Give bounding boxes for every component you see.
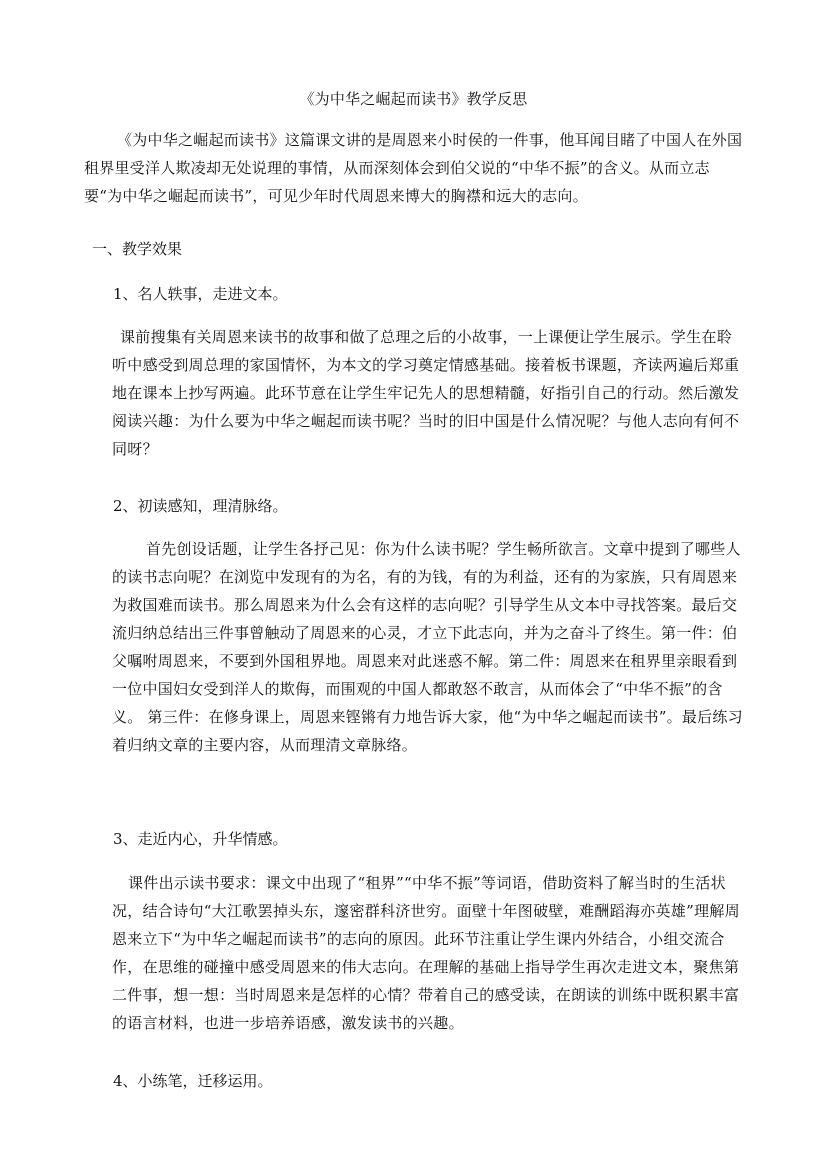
section-heading: 一、教学效果: [92, 240, 183, 258]
intro-paragraph: 《为中华之崛起而读书》这篇课文讲的是周恩来小时侯的一件事，他耳闻目睹了中国人在外国租界里受洋人欺凌却无处说理的事情，从而深刻体会到伯父说的“中华不振”的含义。从而立志要“为中华之崛起而读书”，可见少年时代周恩来博大的胸襟和远大的志向。: [84, 131, 743, 205]
item-heading-3: 3、走近内心，升华情感。: [113, 830, 288, 848]
item-body-1: 课前搜集有关周恩来读书的故事和做了总理之后的小故事，一上课便让学生展示。学生在聆听中感受到周总理的家国情怀，为本文的学习奠定情感基础。接着板书课题，齐读两遍后郑重地在课本上抄写两遍。此环节意在让学生牢记先人的思想精髓，好指引自己的行动。然后激发阅读兴趣：为什么要为中华之崛起而读书呢？当时的旧中国是什么情况呢？与他人志向有何不同呀？: [112, 328, 740, 458]
item-heading-2: 2、初读感知，理清脉络。: [113, 497, 288, 515]
item-heading-4: 4、小练笔，迁移运用。: [113, 1072, 273, 1090]
item-body-2: 首先创设话题，让学生各抒己见：你为什么读书呢？学生畅所欲言。文章中提到了哪些人的读书志向呢？在浏览中发现有的为名，有的为钱，有的为利益，还有的为家族，只有周恩来为救国难而读书。那么周恩来为什么会有这样的志向呢？引导学生从文本中寻找答案。最后交流归纳总结出三件事曾触动了周恩来的心灵，才立下此志向，并为之奋斗了终生。第一件：伯父嘱咐周恩来，不要到外国租界地。周恩来对此迷惑不解。第二件：周恩来在租界里亲眼看到一位中国妇女受到洋人的欺侮，而围观的中国人都敢怒不敢言，从而体会了“中华不振”的含义。 第三件：在修身课上，周恩来铿锵有力地告诉大家，他“为中华之崛起而读书”。最后练习着归纳文章的主要内容，从而理清文章脉络。: [112, 540, 743, 754]
document-title: 《为中华之崛起而读书》教学反思: [299, 90, 528, 108]
item-heading-1: 1、名人轶事，走进文本。: [113, 285, 288, 303]
item-body-3: 课件出示读书要求：课文中出现了“租界”“中华不振”等词语，借助资料了解当时的生活状况，结合诗句“大江歌罢掉头东，邃密群科济世穷。面壁十年图破壁，难酬蹈海亦英雄”理解周恩来立下“为中华之崛起而读书”的志向的原因。此环节注重让学生课内外结合，小组交流合作，在思维的碰撞中感受周恩来的伟大志向。在理解的基础上指导学生再次走进文本，聚焦第二件事，想一想：当时周恩来是怎样的心情？带着自己的感受读，在朗读的训练中既积累丰富的语言材料，也进一步培养语感，激发读书的兴趣。: [112, 874, 740, 1032]
